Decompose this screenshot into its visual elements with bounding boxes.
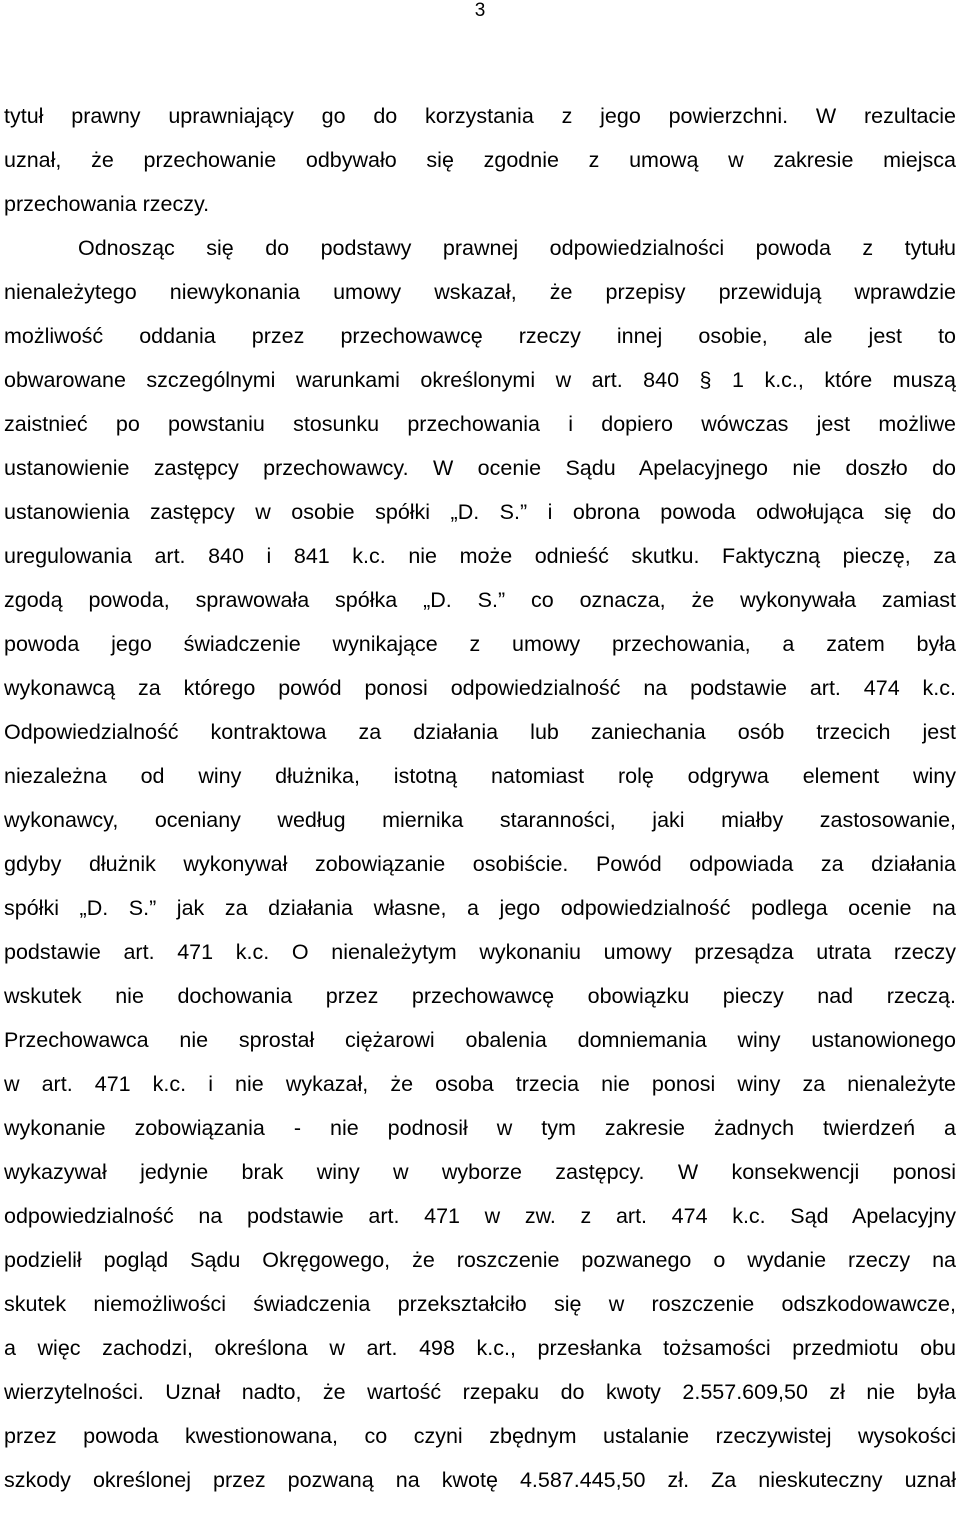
text-line: podstawie art. 471 k.c. O nienależytym wykonaniu umowy przesądza utrata rzeczy — [4, 940, 956, 964]
text-line: Przechowawca nie sprostał ciężarowi obalenia domniemania winy ustanowionego — [4, 1028, 956, 1052]
text-line: uregulowania art. 840 i 841 k.c. nie może odnieść skutku. Faktyczną pieczę, za — [4, 544, 956, 568]
document-body — [4, 94, 956, 1502]
text-line: ustanowienia zastępcy w osobie spółki „D. S.” i obrona powoda odwołująca się do — [4, 500, 956, 524]
text-line: podzielił pogląd Sądu Okręgowego, że roszczenie pozwanego o wydanie rzeczy na — [4, 1248, 956, 1272]
text-line: Odnosząc się do podstawy prawnej odpowiedzialności powoda z tytułu — [78, 236, 956, 260]
text-line: wykonawcą za którego powód ponosi odpowiedzialność na podstawie art. 474 k.c. — [4, 676, 956, 700]
text-line: zgodą powoda, sprawowała spółka „D. S.” co oznacza, że wykonywała zamiast — [4, 588, 956, 612]
text-line: w art. 471 k.c. i nie wykazał, że osoba trzecia nie ponosi winy za nienależyte — [4, 1072, 956, 1096]
text-line: niezależna od winy dłużnika, istotną natomiast rolę odgrywa element winy — [4, 764, 956, 788]
text-line: skutek niemożliwości świadczenia przekształciło się w roszczenie odszkodowawcze, — [4, 1292, 956, 1316]
text-line: uznał, że przechowanie odbywało się zgodnie z umową w zakresie miejsca — [4, 148, 956, 172]
page-number: 3 — [474, 0, 486, 21]
text-line: Odpowiedzialność kontraktowa za działania lub zaniechania osób trzecich jest — [4, 720, 956, 744]
text-line: wykonanie zobowiązania - nie podnosił w tym zakresie żadnych twierdzeń a — [4, 1116, 956, 1140]
text-line: wierzytelności. Uznał nadto, że wartość rzepaku do kwoty 2.557.609,50 zł nie była — [4, 1380, 956, 1404]
text-line: a więc zachodzi, określona w art. 498 k.c., przesłanka tożsamości przedmiotu obu — [4, 1336, 956, 1360]
text-line: wskutek nie dochowania przez przechowawcę obowiązku pieczy nad rzeczą. — [4, 984, 956, 1008]
text-line: tytuł prawny uprawniający go do korzystania z jego powierzchni. W rezultacie — [4, 104, 956, 128]
text-line: ustanowienie zastępcy przechowawcy. W ocenie Sądu Apelacyjnego nie doszło do — [4, 456, 956, 480]
paragraph — [4, 94, 956, 226]
text-line: zaistnieć po powstaniu stosunku przechowania i dopiero wówczas jest możliwe — [4, 412, 956, 436]
text-line: wykazywał jedynie brak winy w wyborze zastępcy. W konsekwencji ponosi — [4, 1160, 956, 1184]
text-line: gdyby dłużnik wykonywał zobowiązanie osobiście. Powód odpowiada za działania — [4, 852, 956, 876]
text-line: obwarowane szczególnymi warunkami określonymi w art. 840 § 1 k.c., które muszą — [4, 368, 956, 392]
text-line: wykonawcy, oceniany według miernika staranności, jaki miałby zastosowanie, — [4, 808, 956, 832]
paragraph — [4, 226, 956, 1502]
text-line: przez powoda kwestionowana, co czyni zbędnym ustalanie rzeczywistej wysokości — [4, 1424, 956, 1448]
text-line: powoda jego świadczenie wynikające z umowy przechowania, a zatem była — [4, 632, 956, 656]
text-line: odpowiedzialność na podstawie art. 471 w zw. z art. 474 k.c. Sąd Apelacyjny — [4, 1204, 956, 1228]
text-line: możliwość oddania przez przechowawcę rzeczy innej osobie, ale jest to — [4, 324, 956, 348]
text-line: przechowania rzeczy. — [4, 192, 210, 216]
text-line: szkody określonej przez pozwaną na kwotę 4.587.445,50 zł. Za nieskuteczny uznał — [4, 1468, 956, 1492]
text-line: nienależytego niewykonania umowy wskazał, że przepisy przewidują wprawdzie — [4, 280, 956, 304]
text-line: spółki „D. S.” jak za działania własne, a jego odpowiedzialność podlega ocenie na — [4, 896, 956, 920]
